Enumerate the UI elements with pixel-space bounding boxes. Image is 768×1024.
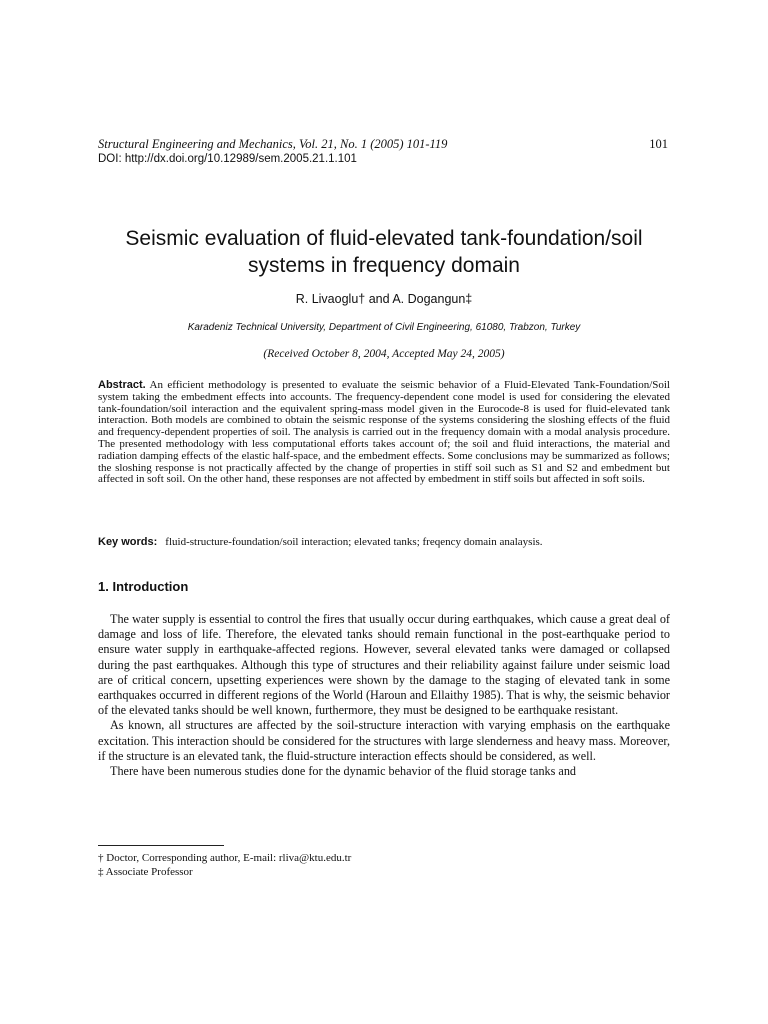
footnotes bbox=[98, 851, 351, 879]
journal-citation: Structural Engineering and Mechanics, Vol. 21, No. 1 (2005) 101-119 bbox=[98, 137, 448, 151]
paragraph: There have been numerous studies done for the dynamic behavior of the fluid storage tanks and bbox=[110, 764, 577, 779]
footnote-divider bbox=[98, 845, 224, 846]
authors: R. Livaoglu† and A. Dogangun‡ bbox=[295, 292, 473, 306]
body-text bbox=[98, 612, 670, 779]
footnote: ‡ Associate Professor bbox=[98, 866, 193, 878]
page-number: 101 bbox=[649, 137, 668, 151]
abstract bbox=[98, 380, 670, 486]
paper-title bbox=[90, 225, 678, 279]
paragraph: The water supply is essential to control the fires that usually occur during earthquakes, which cause a great deal of damage and loss of life. Therefore, the elevated tanks should remain functional in the post-earthquake period to ensure water supply in earthquake-affected regions. However, several elevated tanks were damaged or collapsed during the past earthquakes. Although this type of structures and their reliability against failure under seismic load are of critical concern, upsetting experiences were shown by the damage to the staging of elevated tank in some earthquakes occurred in different regions of the World (Haroun and Ellaithy 1985). That is why, the seismic behavior of the elevated tanks should be well known, furthermore, they must be designed to be earthquake resistant. bbox=[98, 612, 670, 718]
keywords bbox=[98, 536, 670, 548]
paragraph: As known, all structures are affected by the soil-structure interaction with varying emphasis on the earthquake excitation. This interaction should be considered for the structures with large slenderness and heavy mass. Moreover, if the structure is an elevated tank, the fluid-structure interaction effects should be considered, as well. bbox=[98, 718, 670, 763]
section-heading: 1. Introduction bbox=[98, 579, 189, 594]
footnote: † Doctor, Corresponding author, E-mail: rliva@ktu.edu.tr bbox=[98, 852, 352, 864]
doi-link[interactable]: DOI: http://dx.doi.org/10.12989/sem.2005.21.1.101 bbox=[98, 153, 357, 165]
received-dates: (Received October 8, 2004, Accepted May 24, 2005) bbox=[263, 348, 505, 360]
keywords-text: fluid-structure-foundation/soil interaction; elevated tanks; freqency domain analaysis. bbox=[165, 536, 543, 548]
abstract-label: Abstract. bbox=[98, 379, 146, 391]
title-line-2: systems in frequency domain bbox=[248, 254, 520, 277]
abstract-text: An efficient methodology is presented to evaluate the seismic behavior of a Fluid-Elevated Tank-Foundation/Soil system taking the embedment effects into accounts. The frequency-dependent cone model is used for considering the elevated tank-foundation/soil interaction and the equivalent spring-mass model given in the Eurocode-8 is used for fluid-elevated tank interaction. Both models are combined to obtain the seismic response of the systems considering the sloshing effects of the fluid and frequency-dependent properties of soil. The analysis is carried out in the frequency domain with a modal analysis procedure. The presented methodology with less computational efforts takes account of; the soil and fluid interactions, the material and radiation damping effects of the elastic half-space, and the embedment effects. Some conclusions may be summarized as follows; the sloshing response is not practically affected by the change of properties in stiff soil such as S1 and S2 and embedment but affected in soft soil. On the other hand, these responses are not affected by embedment in stiff soils but affected in soft soils. bbox=[98, 379, 670, 486]
keywords-label: Key words: bbox=[98, 536, 158, 548]
title-line-1: Seismic evaluation of fluid-elevated tank-foundation/soil bbox=[125, 227, 643, 250]
affiliation: Karadeniz Technical University, Department of Civil Engineering, 61080, Trabzon, Turkey bbox=[187, 322, 581, 333]
